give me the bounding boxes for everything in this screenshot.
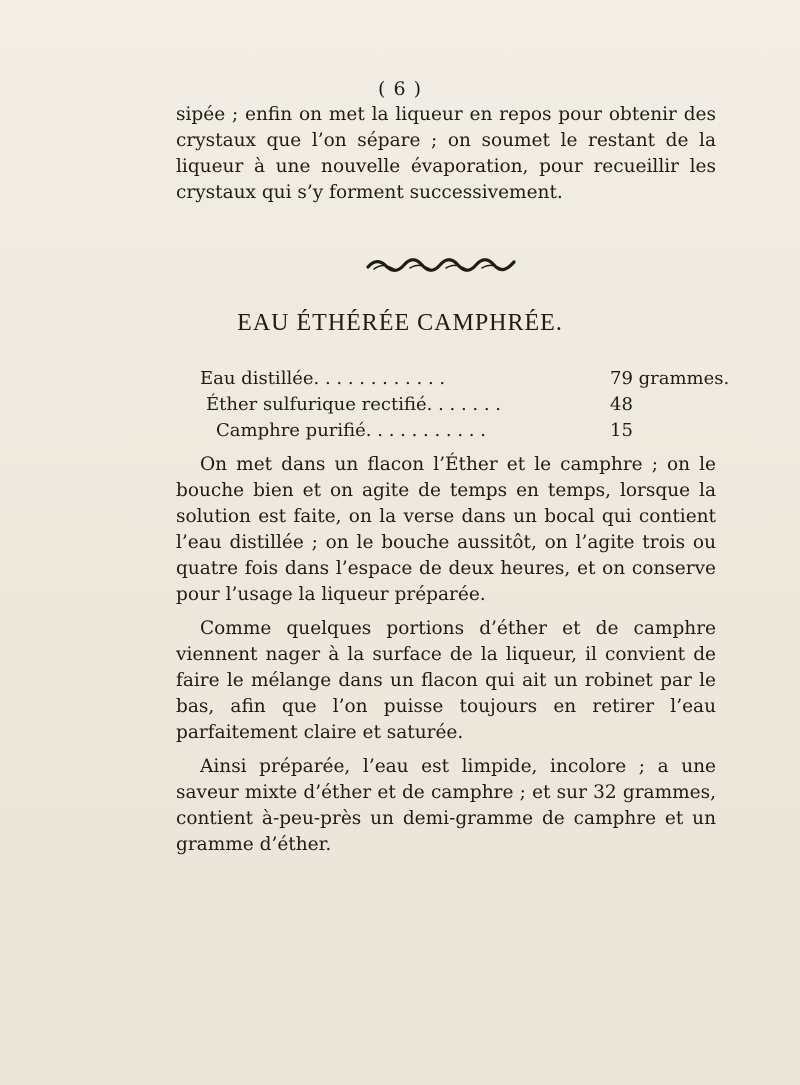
recipe-item-name: Éther sulfurique rectifié. . . . . . . — [206, 394, 502, 415]
recipe-item-amount: 79 grammes. — [610, 368, 730, 389]
wavy-ornament-icon — [366, 256, 516, 274]
section-title: EAU ÉTHÉRÉE CAMPHRÉE. — [237, 310, 563, 336]
recipe-item-name: Camphre purifié. . . . . . . . . . . — [216, 420, 486, 441]
recipe-item-name: Eau distillée. . . . . . . . . . . . — [200, 368, 446, 389]
recipe-list — [200, 366, 730, 444]
body-paragraph: Ainsi préparée, l’eau est limpide, incolore ; a une saveur mixte d’éther et de camphre ; et sur 32 grammes, contient à-peu-près un demi-gramme de camphre et un gramme d’éther. — [176, 756, 716, 855]
intro-text — [176, 102, 716, 206]
body-paragraph: Comme quelques portions d’éther et de camphre viennent nager à la surface de la liqueur, il convient de faire le mélange dans un flacon qui ait un robinet par le bas, afin que l’on puisse toujours en retirer l’eau parfaitement claire et saturée. — [176, 618, 716, 743]
recipe-item-amount: 48 — [610, 394, 633, 415]
recipe-item — [200, 392, 720, 418]
page-number: ( 6 ) — [378, 78, 422, 100]
body-text — [176, 452, 716, 866]
recipe-item-amount: 15 — [610, 420, 633, 441]
recipe-item — [200, 366, 730, 392]
body-paragraph: On met dans un flacon l’Éther et le camphre ; on le bouche bien et on agite de temps en temps, lorsque la solution est faite, on la verse dans un bocal qui contient l’eau distillée ; on le bouche aussitôt, on l’agite trois ou quatre fois dans l’espace de deux heures, et on conserve pour l’usage la liqueur préparée. — [176, 454, 716, 605]
intro-paragraph: sipée ; enfin on met la liqueur en repos pour obtenir des crystaux que l’on sépare ; on soumet le restant de la liqueur à une nouvelle évaporation, pour recueillir les crystaux qui s’y forment successivement. — [176, 104, 716, 203]
recipe-item — [200, 418, 720, 444]
